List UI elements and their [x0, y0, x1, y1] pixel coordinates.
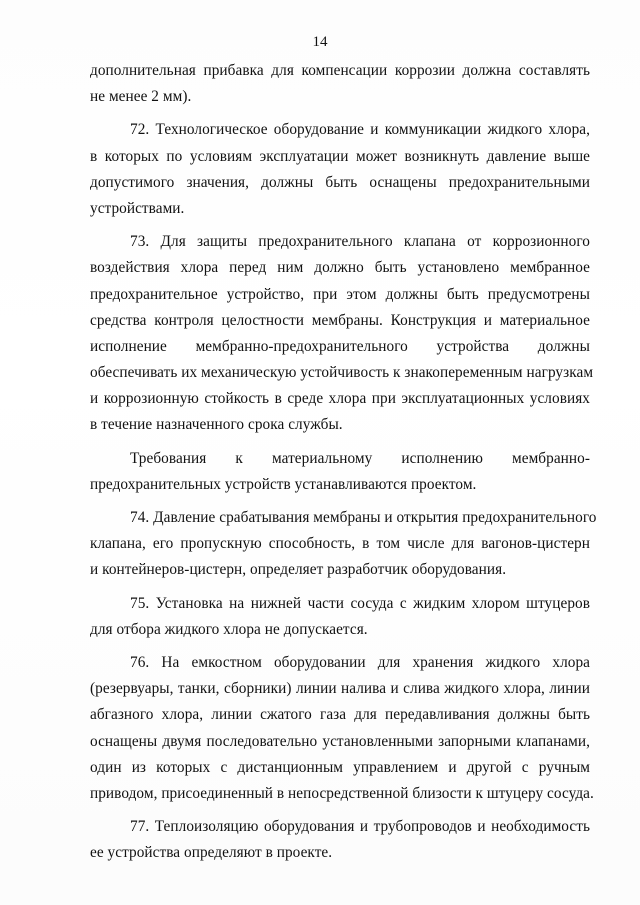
paragraph-gap	[90, 498, 590, 505]
text-line: приводом, присоединенный в непосредственной близости к штуцеру сосуда.	[90, 784, 594, 802]
text-line: 74. Давление срабатывания мембраны и открытия предохранительного	[130, 509, 597, 526]
text-line: 73. Для защиты предохранительного клапана от коррозионного	[130, 233, 590, 251]
paragraph-gap	[90, 584, 590, 591]
page-number: 14	[312, 34, 328, 50]
text-line: (резервуары, танки, сборники) линии налива и слива жидкого хлора, линии	[90, 680, 590, 698]
paragraph-gap	[90, 807, 590, 814]
text-line: исполнение мембранно-предохранительного устройства должны	[90, 337, 590, 355]
text-line: абгазного хлора, линии сжатого газа для передавливания должны быть	[90, 706, 590, 724]
text-line: для отбора жидкого хлора не допускается.	[90, 620, 368, 638]
text-line: устройствами.	[90, 199, 185, 217]
text-line: оснащены двумя последовательно установленными запорными клапанами,	[90, 732, 590, 750]
text-line: ее устройства определяют в проекте.	[90, 844, 333, 862]
text-line: клапана, его пропускную способность, в том числе для вагонов-цистерн	[90, 535, 590, 553]
paragraph-gap	[90, 439, 590, 446]
text-line: и коррозионную стойкость в среде хлора при эксплуатационных условиях	[90, 390, 590, 408]
paragraph-gap	[90, 110, 590, 117]
text-line: не менее 2 мм).	[90, 88, 192, 106]
text-line: 76. На емкостном оборудовании для хранения жидкого хлора	[130, 653, 590, 671]
text-line: 77. Теплоизоляцию оборудования и трубопроводов и необходимость	[130, 818, 590, 836]
text-line: допустимого значения, должны быть оснащены предохранительными	[90, 173, 590, 191]
text-line: дополнительная прибавка для компенсации коррозии должна составлять	[90, 62, 590, 79]
text-line: предохранительное устройство, при этом должны быть предусмотрены	[90, 285, 590, 303]
text-line: в которых по условиям эксплуатации может возникнуть давление выше	[90, 147, 590, 165]
paragraph-gap	[90, 643, 590, 650]
text-line: 72. Технологическое оборудование и коммуникации жидкого хлора,	[130, 121, 590, 139]
text-line: обеспечивать их механическую устойчивость к знакопеременным нагрузкам	[90, 364, 594, 382]
text-line: и контейнеров-цистерн, определяет разработчик оборудования.	[90, 561, 507, 579]
text-line: Требования к материальному исполнению мембранно-	[130, 449, 590, 467]
text-line: воздействия хлора перед ним должно быть установлено мембранное	[90, 259, 590, 277]
text-line: средства контроля целостности мембраны. Конструкция и материальное	[90, 311, 590, 329]
text-line: один из которых с дистанционным управлением и другой с ручным	[90, 758, 590, 776]
document-body	[90, 58, 597, 866]
text-line: в течение назначенного срока службы.	[90, 416, 343, 434]
text-line: 75. Установка на нижней части сосуда с жидким хлором штуцеров	[130, 594, 590, 612]
text-line: предохранительных устройств устанавливаются проектом.	[90, 475, 477, 493]
paragraph-gap	[90, 222, 590, 229]
